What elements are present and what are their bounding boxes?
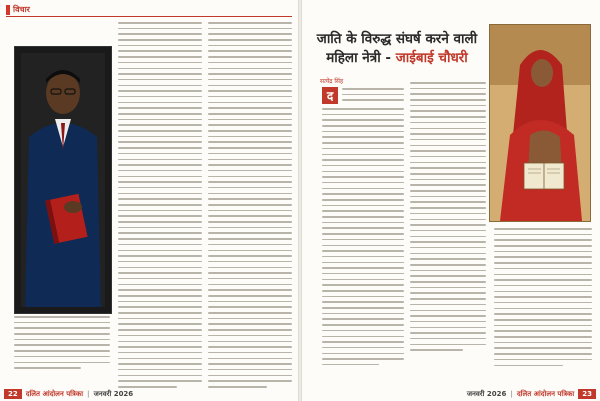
section-tag-label: विचार (13, 5, 30, 14)
title-line-2 (312, 49, 482, 68)
author-byline: सत्येंद्र सिंह (320, 78, 344, 85)
title-line-1: जाति के विरुद्ध संघर्ष करने वाली (316, 31, 478, 47)
left-column-middle-text (118, 22, 202, 392)
left-column-bottom-text (14, 316, 110, 373)
right-footer (302, 387, 600, 401)
left-issue-date: जनवरी 2026 (93, 389, 134, 398)
right-column-1-text (322, 108, 404, 370)
left-footer (0, 387, 298, 401)
right-column-1-intro (342, 88, 404, 105)
title-name: जाईबाई चौधरी (395, 50, 468, 66)
right-magazine-name: दलित आंदोलन पत्रिका (516, 389, 575, 398)
right-footer-separator: | (510, 390, 513, 398)
right-column-2-text (410, 82, 486, 355)
title-line-2-prefix: महिला नेत्री - (326, 50, 396, 66)
right-page (302, 0, 600, 401)
right-page-number: 23 (578, 389, 596, 399)
portrait-painting (489, 24, 591, 222)
section-tag-bar (6, 5, 10, 15)
drop-cap: द (322, 87, 338, 104)
section-tag (6, 4, 30, 15)
left-page (0, 0, 298, 401)
left-column-right-text (208, 22, 292, 392)
right-column-3-text (494, 228, 592, 370)
top-rule (6, 16, 292, 17)
portrait-photo (14, 46, 112, 314)
left-magazine-name: दलित आंदोलन पत्रिका (25, 389, 84, 398)
article-title (312, 30, 482, 68)
left-footer-separator: | (87, 390, 90, 398)
left-page-number: 22 (4, 389, 22, 399)
right-issue-date: जनवरी 2026 (466, 389, 507, 398)
left-column-top-text (14, 22, 110, 28)
